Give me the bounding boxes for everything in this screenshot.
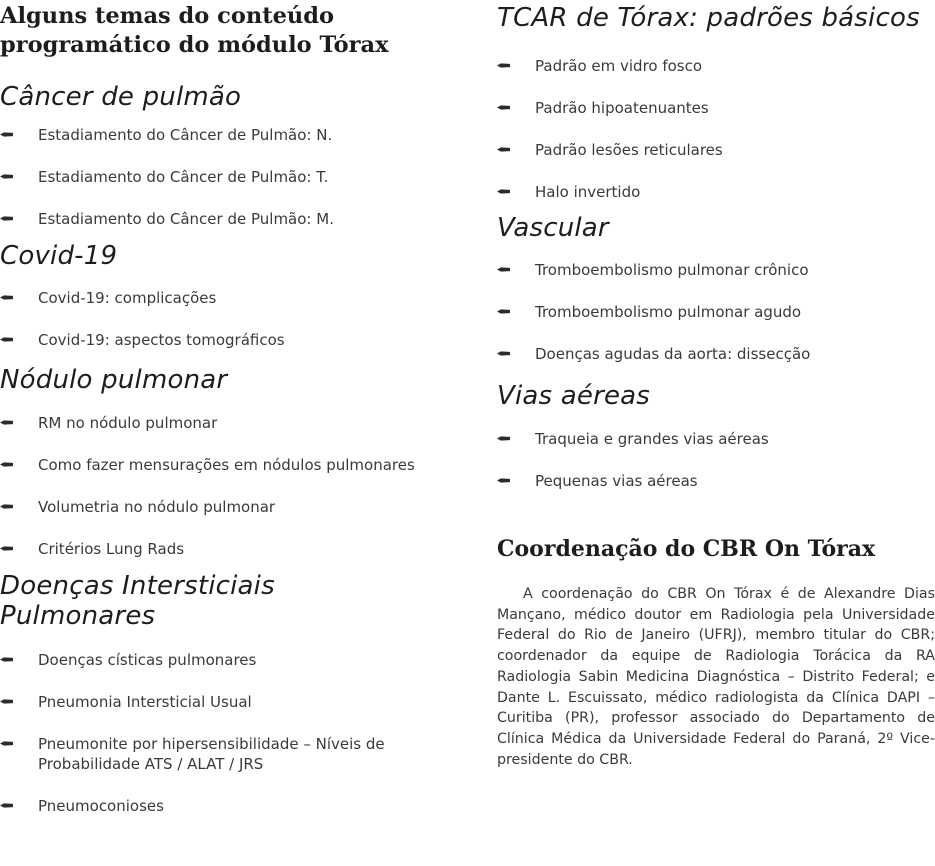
section-heading-doencas-intersticiais: Doenças Intersticiais Pulmonares: [0, 571, 275, 631]
pen-nib-bullet-icon: [0, 504, 13, 509]
list-item: Doenças agudas da aorta: dissecção: [497, 344, 935, 364]
pen-nib-bullet-icon: [0, 174, 13, 179]
list-tcar: [497, 56, 935, 202]
list-doencas-intersticiais: [0, 650, 460, 816]
pen-nib-bullet-icon: [497, 63, 510, 68]
list-covid-19: [0, 288, 460, 350]
pen-nib-bullet-icon: [0, 216, 13, 221]
section-heading-tcar-de-torax: TCAR de Tórax: padrões básicos: [497, 3, 920, 33]
pen-nib-bullet-icon: [497, 267, 510, 272]
list-item: Covid-19: aspectos tomográficos: [0, 330, 460, 350]
pen-nib-bullet-icon: [0, 803, 13, 808]
page-title: Alguns temas do conteúdo programático do módulo Tórax: [0, 3, 389, 58]
list-item: Critérios Lung Rads: [0, 539, 460, 559]
list-item: Pneumonia Intersticial Usual: [0, 692, 460, 712]
pen-nib-bullet-icon: [0, 420, 13, 425]
list-item: RM no nódulo pulmonar: [0, 413, 460, 433]
pen-nib-bullet-icon: [497, 189, 510, 194]
list-item: Pneumonite por hipersensibilidade – Níveis de Probabilidade ATS / ALAT / JRS: [0, 734, 460, 774]
list-item: Estadiamento do Câncer de Pulmão: T.: [0, 167, 460, 187]
list-item: Tromboembolismo pulmonar agudo: [497, 302, 935, 322]
pen-nib-bullet-icon: [0, 741, 13, 746]
list-item: Pequenas vias aéreas: [497, 471, 935, 491]
section-heading-vias-aereas: Vias aéreas: [497, 381, 651, 411]
pen-nib-bullet-icon: [497, 147, 510, 152]
section-heading-covid-19: Covid-19: [0, 241, 118, 271]
pen-nib-bullet-icon: [497, 351, 510, 356]
section-heading-nodulo-pulmonar: Nódulo pulmonar: [0, 365, 228, 395]
list-vias-aereas: [497, 429, 935, 491]
pen-nib-bullet-icon: [0, 462, 13, 467]
pen-nib-bullet-icon: [0, 295, 13, 300]
list-item: Padrão em vidro fosco: [497, 56, 935, 76]
pen-nib-bullet-icon: [0, 699, 13, 704]
list-item: Pneumoconioses: [0, 796, 460, 816]
pen-nib-bullet-icon: [0, 132, 13, 137]
pen-nib-bullet-icon: [0, 657, 13, 662]
coordination-paragraph: A coordenação do CBR On Tórax é de Alexandre Dias Mançano, médico doutor em Radiologia pela Universidade Federal do Rio de Janeiro (UFRJ), membro titular do CBR; coordenador da equipe de Radiologia Torácica da RA Radiologia Sabin Medicina Diagnóstica – Distrito Federal; e Dante L. Escuissato, médico radiologista da Clínica DAPI – Curitiba (PR), professor associado do Departamento de Clínica Médica da Universidade Federal do Paraná, 2º Vice-presidente do CBR.: [497, 586, 935, 768]
list-item: Halo invertido: [497, 182, 935, 202]
section-heading-vascular: Vascular: [497, 213, 609, 243]
pen-nib-bullet-icon: [497, 436, 510, 441]
list-item: Como fazer mensurações em nódulos pulmonares: [0, 455, 460, 475]
list-item: Padrão lesões reticulares: [497, 140, 935, 160]
pen-nib-bullet-icon: [0, 546, 13, 551]
list-item: Doenças císticas pulmonares: [0, 650, 460, 670]
coordination-title: Coordenação do CBR On Tórax: [497, 536, 876, 562]
list-item: Covid-19: complicações: [0, 288, 460, 308]
list-item: Volumetria no nódulo pulmonar: [0, 497, 460, 517]
right-column: [497, 0, 935, 770]
list-item: Estadiamento do Câncer de Pulmão: M.: [0, 209, 460, 229]
pen-nib-bullet-icon: [497, 478, 510, 483]
list-nodulo-pulmonar: [0, 413, 460, 559]
list-item: Estadiamento do Câncer de Pulmão: N.: [0, 125, 460, 145]
left-column: [0, 0, 460, 816]
list-item: Padrão hipoatenuantes: [497, 98, 935, 118]
list-item: Traqueia e grandes vias aéreas: [497, 429, 935, 449]
pen-nib-bullet-icon: [497, 105, 510, 110]
list-cancer-de-pulmao: [0, 125, 460, 229]
section-heading-cancer-de-pulmao: Câncer de pulmão: [0, 82, 242, 112]
list-item: Tromboembolismo pulmonar crônico: [497, 260, 935, 280]
pen-nib-bullet-icon: [0, 337, 13, 342]
list-vascular: [497, 260, 935, 364]
pen-nib-bullet-icon: [497, 309, 510, 314]
